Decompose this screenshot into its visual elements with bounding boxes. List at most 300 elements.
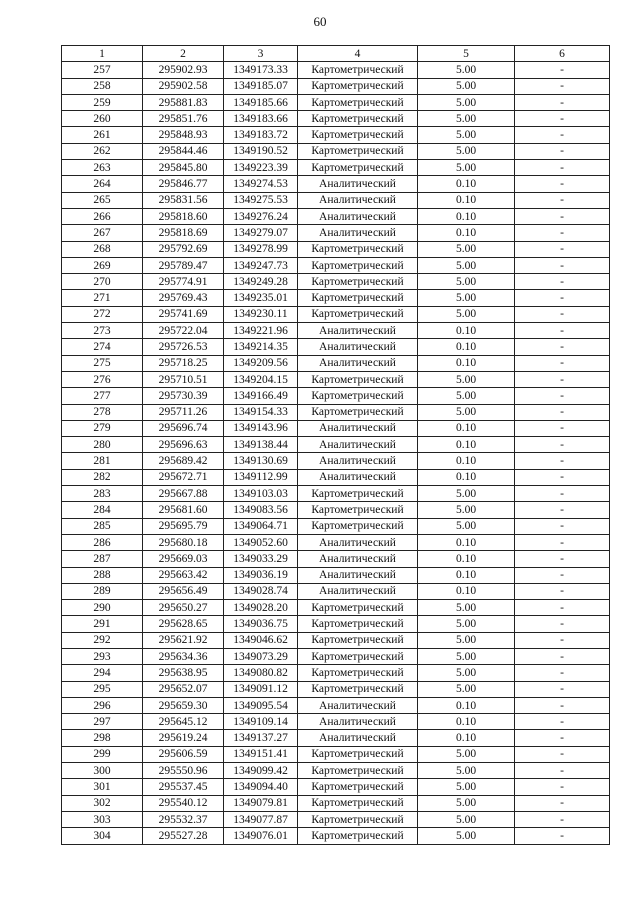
note-cell: - [515, 290, 610, 306]
note-cell: - [515, 257, 610, 273]
y-coordinate-cell: 1349046.62 [224, 632, 298, 648]
note-cell: - [515, 111, 610, 127]
table-row [62, 208, 610, 224]
method-cell: Аналитический [298, 567, 418, 583]
note-cell: - [515, 600, 610, 616]
x-coordinate-cell: 295527.28 [143, 828, 224, 844]
accuracy-cell: 5.00 [418, 371, 515, 387]
method-cell: Картометрический [298, 779, 418, 795]
x-coordinate-cell: 295902.58 [143, 78, 224, 94]
table-row [62, 665, 610, 681]
table-row [62, 453, 610, 469]
y-coordinate-cell: 1349091.12 [224, 681, 298, 697]
accuracy-cell: 5.00 [418, 486, 515, 502]
accuracy-cell: 0.10 [418, 697, 515, 713]
table-row [62, 534, 610, 550]
x-coordinate-cell: 295741.69 [143, 306, 224, 322]
accuracy-cell: 5.00 [418, 274, 515, 290]
accuracy-cell: 5.00 [418, 94, 515, 110]
method-cell: Картометрический [298, 160, 418, 176]
note-cell: - [515, 127, 610, 143]
x-coordinate-cell: 295634.36 [143, 648, 224, 664]
accuracy-cell: 0.10 [418, 730, 515, 746]
accuracy-cell: 0.10 [418, 437, 515, 453]
method-cell: Картометрический [298, 665, 418, 681]
table-row [62, 78, 610, 94]
note-cell: - [515, 795, 610, 811]
table-row [62, 355, 610, 371]
accuracy-cell: 0.10 [418, 567, 515, 583]
point-number-cell: 273 [62, 323, 143, 339]
y-coordinate-cell: 1349278.99 [224, 241, 298, 257]
y-coordinate-cell: 1349064.71 [224, 518, 298, 534]
table-row [62, 241, 610, 257]
x-coordinate-cell: 295789.47 [143, 257, 224, 273]
note-cell: - [515, 78, 610, 94]
x-coordinate-cell: 295645.12 [143, 714, 224, 730]
x-coordinate-cell: 295672.71 [143, 469, 224, 485]
method-cell: Картометрический [298, 306, 418, 322]
point-number-cell: 291 [62, 616, 143, 632]
y-coordinate-cell: 1349249.28 [224, 274, 298, 290]
y-coordinate-cell: 1349112.99 [224, 469, 298, 485]
accuracy-cell: 0.10 [418, 420, 515, 436]
note-cell: - [515, 62, 610, 78]
x-coordinate-cell: 295650.27 [143, 600, 224, 616]
x-coordinate-cell: 295667.88 [143, 486, 224, 502]
note-cell: - [515, 453, 610, 469]
note-cell: - [515, 388, 610, 404]
table-row [62, 225, 610, 241]
y-coordinate-cell: 1349154.33 [224, 404, 298, 420]
y-coordinate-cell: 1349221.96 [224, 323, 298, 339]
note-cell: - [515, 665, 610, 681]
x-coordinate-cell: 295726.53 [143, 339, 224, 355]
table-row [62, 779, 610, 795]
table-row [62, 600, 610, 616]
y-coordinate-cell: 1349028.74 [224, 583, 298, 599]
point-number-cell: 293 [62, 648, 143, 664]
y-coordinate-cell: 1349036.75 [224, 616, 298, 632]
accuracy-cell: 5.00 [418, 648, 515, 664]
accuracy-cell: 5.00 [418, 257, 515, 273]
y-coordinate-cell: 1349095.54 [224, 697, 298, 713]
accuracy-cell: 0.10 [418, 192, 515, 208]
y-coordinate-cell: 1349083.56 [224, 502, 298, 518]
note-cell: - [515, 339, 610, 355]
note-cell: - [515, 404, 610, 420]
note-cell: - [515, 371, 610, 387]
table-row [62, 583, 610, 599]
note-cell: - [515, 551, 610, 567]
point-number-cell: 268 [62, 241, 143, 257]
y-coordinate-cell: 1349036.19 [224, 567, 298, 583]
method-cell: Картометрический [298, 94, 418, 110]
x-coordinate-cell: 295774.91 [143, 274, 224, 290]
x-coordinate-cell: 295730.39 [143, 388, 224, 404]
accuracy-cell: 5.00 [418, 616, 515, 632]
x-coordinate-cell: 295818.60 [143, 208, 224, 224]
accuracy-cell: 0.10 [418, 225, 515, 241]
method-cell: Аналитический [298, 730, 418, 746]
point-number-cell: 274 [62, 339, 143, 355]
x-coordinate-cell: 295663.42 [143, 567, 224, 583]
accuracy-cell: 5.00 [418, 665, 515, 681]
method-cell: Картометрический [298, 127, 418, 143]
point-number-cell: 286 [62, 534, 143, 550]
method-cell: Картометрический [298, 746, 418, 762]
point-number-cell: 281 [62, 453, 143, 469]
accuracy-cell: 0.10 [418, 583, 515, 599]
point-number-cell: 295 [62, 681, 143, 697]
table-row [62, 111, 610, 127]
y-coordinate-cell: 1349080.82 [224, 665, 298, 681]
point-number-cell: 266 [62, 208, 143, 224]
x-coordinate-cell: 295696.63 [143, 437, 224, 453]
accuracy-cell: 0.10 [418, 453, 515, 469]
note-cell: - [515, 160, 610, 176]
y-coordinate-cell: 1349279.07 [224, 225, 298, 241]
table-row [62, 681, 610, 697]
table-row [62, 290, 610, 306]
point-number-cell: 299 [62, 746, 143, 762]
point-number-cell: 283 [62, 486, 143, 502]
accuracy-cell: 5.00 [418, 111, 515, 127]
note-cell: - [515, 469, 610, 485]
table-row [62, 632, 610, 648]
point-number-cell: 301 [62, 779, 143, 795]
table-row [62, 567, 610, 583]
accuracy-cell: 5.00 [418, 518, 515, 534]
point-number-cell: 298 [62, 730, 143, 746]
method-cell: Аналитический [298, 551, 418, 567]
y-coordinate-cell: 1349130.69 [224, 453, 298, 469]
table-row [62, 323, 610, 339]
accuracy-cell: 0.10 [418, 208, 515, 224]
table-row [62, 486, 610, 502]
accuracy-cell: 5.00 [418, 632, 515, 648]
method-cell: Картометрический [298, 518, 418, 534]
point-number-cell: 294 [62, 665, 143, 681]
table-row [62, 420, 610, 436]
column-header: 1 [62, 46, 143, 62]
point-number-cell: 263 [62, 160, 143, 176]
accuracy-cell: 0.10 [418, 355, 515, 371]
x-coordinate-cell: 295638.95 [143, 665, 224, 681]
note-cell: - [515, 176, 610, 192]
note-cell: - [515, 714, 610, 730]
note-cell: - [515, 828, 610, 844]
table-row [62, 518, 610, 534]
note-cell: - [515, 437, 610, 453]
x-coordinate-cell: 295851.76 [143, 111, 224, 127]
point-number-cell: 302 [62, 795, 143, 811]
method-cell: Аналитический [298, 420, 418, 436]
method-cell: Аналитический [298, 176, 418, 192]
accuracy-cell: 5.00 [418, 600, 515, 616]
accuracy-cell: 0.10 [418, 469, 515, 485]
x-coordinate-cell: 295718.25 [143, 355, 224, 371]
method-cell: Картометрический [298, 795, 418, 811]
table-row [62, 763, 610, 779]
y-coordinate-cell: 1349274.53 [224, 176, 298, 192]
table-row [62, 143, 610, 159]
x-coordinate-cell: 295532.37 [143, 811, 224, 827]
accuracy-cell: 5.00 [418, 811, 515, 827]
y-coordinate-cell: 1349185.07 [224, 78, 298, 94]
note-cell: - [515, 763, 610, 779]
note-cell: - [515, 225, 610, 241]
table-row [62, 62, 610, 78]
y-coordinate-cell: 1349190.52 [224, 143, 298, 159]
x-coordinate-cell: 295792.69 [143, 241, 224, 257]
note-cell: - [515, 567, 610, 583]
x-coordinate-cell: 295696.74 [143, 420, 224, 436]
table-row [62, 94, 610, 110]
table-row [62, 828, 610, 844]
method-cell: Картометрический [298, 241, 418, 257]
method-cell: Аналитический [298, 225, 418, 241]
point-number-cell: 303 [62, 811, 143, 827]
note-cell: - [515, 241, 610, 257]
point-number-cell: 287 [62, 551, 143, 567]
y-coordinate-cell: 1349077.87 [224, 811, 298, 827]
x-coordinate-cell: 295619.24 [143, 730, 224, 746]
method-cell: Картометрический [298, 143, 418, 159]
note-cell: - [515, 274, 610, 290]
table-row [62, 339, 610, 355]
x-coordinate-cell: 295656.49 [143, 583, 224, 599]
method-cell: Картометрический [298, 486, 418, 502]
point-number-cell: 265 [62, 192, 143, 208]
column-header: 5 [418, 46, 515, 62]
y-coordinate-cell: 1349079.81 [224, 795, 298, 811]
point-number-cell: 285 [62, 518, 143, 534]
column-header: 6 [515, 46, 610, 62]
y-coordinate-cell: 1349143.96 [224, 420, 298, 436]
point-number-cell: 271 [62, 290, 143, 306]
accuracy-cell: 5.00 [418, 290, 515, 306]
method-cell: Картометрический [298, 681, 418, 697]
accuracy-cell: 5.00 [418, 795, 515, 811]
x-coordinate-cell: 295902.93 [143, 62, 224, 78]
x-coordinate-cell: 295722.04 [143, 323, 224, 339]
point-number-cell: 272 [62, 306, 143, 322]
y-coordinate-cell: 1349275.53 [224, 192, 298, 208]
x-coordinate-cell: 295848.93 [143, 127, 224, 143]
x-coordinate-cell: 295550.96 [143, 763, 224, 779]
accuracy-cell: 5.00 [418, 127, 515, 143]
method-cell: Картометрический [298, 62, 418, 78]
accuracy-cell: 5.00 [418, 143, 515, 159]
x-coordinate-cell: 295621.92 [143, 632, 224, 648]
point-number-cell: 280 [62, 437, 143, 453]
method-cell: Картометрический [298, 371, 418, 387]
note-cell: - [515, 746, 610, 762]
point-number-cell: 282 [62, 469, 143, 485]
table-row [62, 746, 610, 762]
x-coordinate-cell: 295846.77 [143, 176, 224, 192]
table-row [62, 648, 610, 664]
method-cell: Аналитический [298, 714, 418, 730]
y-coordinate-cell: 1349076.01 [224, 828, 298, 844]
x-coordinate-cell: 295540.12 [143, 795, 224, 811]
point-number-cell: 257 [62, 62, 143, 78]
x-coordinate-cell: 295844.46 [143, 143, 224, 159]
method-cell: Картометрический [298, 600, 418, 616]
table-row [62, 127, 610, 143]
note-cell: - [515, 143, 610, 159]
method-cell: Аналитический [298, 208, 418, 224]
method-cell: Аналитический [298, 192, 418, 208]
method-cell: Аналитический [298, 355, 418, 371]
column-header: 2 [143, 46, 224, 62]
point-number-cell: 262 [62, 143, 143, 159]
method-cell: Картометрический [298, 763, 418, 779]
accuracy-cell: 0.10 [418, 534, 515, 550]
method-cell: Картометрический [298, 828, 418, 844]
column-header: 4 [298, 46, 418, 62]
accuracy-cell: 5.00 [418, 78, 515, 94]
table-row [62, 714, 610, 730]
method-cell: Картометрический [298, 648, 418, 664]
note-cell: - [515, 306, 610, 322]
y-coordinate-cell: 1349214.35 [224, 339, 298, 355]
x-coordinate-cell: 295537.45 [143, 779, 224, 795]
note-cell: - [515, 697, 610, 713]
y-coordinate-cell: 1349183.66 [224, 111, 298, 127]
point-number-cell: 296 [62, 697, 143, 713]
note-cell: - [515, 518, 610, 534]
accuracy-cell: 5.00 [418, 746, 515, 762]
method-cell: Картометрический [298, 111, 418, 127]
note-cell: - [515, 534, 610, 550]
table-row [62, 192, 610, 208]
y-coordinate-cell: 1349138.44 [224, 437, 298, 453]
point-number-cell: 290 [62, 600, 143, 616]
accuracy-cell: 5.00 [418, 241, 515, 257]
y-coordinate-cell: 1349033.29 [224, 551, 298, 567]
point-number-cell: 269 [62, 257, 143, 273]
point-number-cell: 278 [62, 404, 143, 420]
table-row [62, 795, 610, 811]
note-cell: - [515, 323, 610, 339]
method-cell: Картометрический [298, 632, 418, 648]
method-cell: Аналитический [298, 534, 418, 550]
method-cell: Аналитический [298, 583, 418, 599]
point-number-cell: 264 [62, 176, 143, 192]
point-number-cell: 284 [62, 502, 143, 518]
x-coordinate-cell: 295680.18 [143, 534, 224, 550]
x-coordinate-cell: 295606.59 [143, 746, 224, 762]
method-cell: Картометрический [298, 616, 418, 632]
y-coordinate-cell: 1349276.24 [224, 208, 298, 224]
point-number-cell: 279 [62, 420, 143, 436]
method-cell: Картометрический [298, 78, 418, 94]
x-coordinate-cell: 295628.65 [143, 616, 224, 632]
y-coordinate-cell: 1349173.33 [224, 62, 298, 78]
column-header: 3 [224, 46, 298, 62]
accuracy-cell: 5.00 [418, 681, 515, 697]
note-cell: - [515, 779, 610, 795]
point-number-cell: 304 [62, 828, 143, 844]
note-cell: - [515, 208, 610, 224]
point-number-cell: 270 [62, 274, 143, 290]
accuracy-cell: 0.10 [418, 339, 515, 355]
y-coordinate-cell: 1349028.20 [224, 600, 298, 616]
point-number-cell: 260 [62, 111, 143, 127]
x-coordinate-cell: 295818.69 [143, 225, 224, 241]
point-number-cell: 261 [62, 127, 143, 143]
y-coordinate-cell: 1349166.49 [224, 388, 298, 404]
point-number-cell: 258 [62, 78, 143, 94]
x-coordinate-cell: 295845.80 [143, 160, 224, 176]
y-coordinate-cell: 1349247.73 [224, 257, 298, 273]
x-coordinate-cell: 295669.03 [143, 551, 224, 567]
accuracy-cell: 0.10 [418, 176, 515, 192]
x-coordinate-cell: 295681.60 [143, 502, 224, 518]
table-row [62, 551, 610, 567]
note-cell: - [515, 681, 610, 697]
note-cell: - [515, 616, 610, 632]
note-cell: - [515, 583, 610, 599]
y-coordinate-cell: 1349103.03 [224, 486, 298, 502]
accuracy-cell: 0.10 [418, 323, 515, 339]
x-coordinate-cell: 295652.07 [143, 681, 224, 697]
y-coordinate-cell: 1349204.15 [224, 371, 298, 387]
method-cell: Аналитический [298, 437, 418, 453]
y-coordinate-cell: 1349052.60 [224, 534, 298, 550]
x-coordinate-cell: 295710.51 [143, 371, 224, 387]
accuracy-cell: 0.10 [418, 551, 515, 567]
x-coordinate-cell: 295659.30 [143, 697, 224, 713]
accuracy-cell: 5.00 [418, 828, 515, 844]
note-cell: - [515, 94, 610, 110]
method-cell: Картометрический [298, 257, 418, 273]
table-row [62, 404, 610, 420]
note-cell: - [515, 648, 610, 664]
y-coordinate-cell: 1349109.14 [224, 714, 298, 730]
point-number-cell: 292 [62, 632, 143, 648]
table-row [62, 469, 610, 485]
accuracy-cell: 5.00 [418, 388, 515, 404]
accuracy-cell: 5.00 [418, 763, 515, 779]
table-row [62, 502, 610, 518]
accuracy-cell: 5.00 [418, 306, 515, 322]
table-header-row [62, 46, 610, 62]
method-cell: Аналитический [298, 469, 418, 485]
point-number-cell: 259 [62, 94, 143, 110]
method-cell: Картометрический [298, 502, 418, 518]
note-cell: - [515, 730, 610, 746]
y-coordinate-cell: 1349094.40 [224, 779, 298, 795]
y-coordinate-cell: 1349137.27 [224, 730, 298, 746]
point-number-cell: 275 [62, 355, 143, 371]
note-cell: - [515, 486, 610, 502]
note-cell: - [515, 811, 610, 827]
table-row [62, 306, 610, 322]
y-coordinate-cell: 1349151.41 [224, 746, 298, 762]
x-coordinate-cell: 295881.83 [143, 94, 224, 110]
accuracy-cell: 5.00 [418, 160, 515, 176]
table-body [62, 62, 610, 844]
table-row [62, 388, 610, 404]
y-coordinate-cell: 1349073.29 [224, 648, 298, 664]
method-cell: Аналитический [298, 453, 418, 469]
accuracy-cell: 5.00 [418, 502, 515, 518]
point-number-cell: 267 [62, 225, 143, 241]
table-row [62, 371, 610, 387]
